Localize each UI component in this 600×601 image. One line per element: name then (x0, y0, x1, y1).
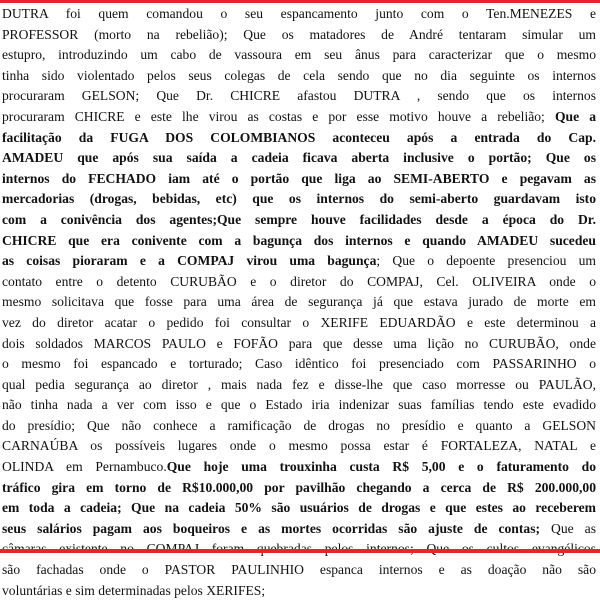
text-run: contato entre o detento CURUBÃO e o diretor do COMPAJ, Cel. OLIVEIRA onde o (2, 273, 596, 289)
text-line (2, 66, 596, 87)
bold-text-run: com a conivência dos agentes;Que sempre houve facilidades desde a época do Dr. (2, 211, 596, 227)
bold-text-run: internos do FECHADO iam até o portão que liga ao SEMI-ABERTO e pegavam as (2, 170, 596, 186)
bold-text-run: Que a (554, 108, 596, 124)
text-line (2, 25, 596, 46)
text-line (2, 478, 596, 499)
text-line (2, 189, 596, 210)
text-line (2, 375, 596, 396)
text-line (2, 128, 596, 149)
text-line (2, 272, 596, 293)
text-run: estupro, introduzindo um cabo de vassoura em seu ânus para caracterizar que o mesmo (2, 47, 596, 63)
bold-text-run: seus salários pagam aos boqueiros e as mortes ocorridas são ajuste de contas; (2, 520, 541, 536)
text-line (2, 498, 596, 519)
text-run: PROFESSOR (morto na rebelião); Que os matadores de André tentaram simular um (2, 26, 596, 42)
top-red-border (0, 0, 600, 3)
text-line (2, 560, 596, 581)
text-line (2, 169, 596, 190)
bold-text-run: tráfico gira em torno de R$10.000,00 por pavilhão chegando a cerca de R$ 200.000,00 (2, 479, 596, 495)
bold-text-run: CHICRE que era conivente com a bagunça dos internos e quando AMADEU sucedeu (2, 232, 596, 248)
text-run: CARNAÚBA os possíveis lugares onde o mesmo possa estar é FORTALEZA, NATAL e (2, 438, 596, 454)
text-run: procuraram GELSON; Que Dr. CHICRE afastou DUTRA , sendo que os internos (2, 88, 596, 104)
document-page (2, 4, 596, 601)
text-run: mesmo solicitava que fosse para uma área de segurança já que estava jurado de morte em (2, 294, 596, 310)
text-line (2, 416, 596, 437)
text-run: OLINDA em Pernambuco. (2, 459, 167, 475)
text-line (2, 45, 596, 66)
text-line (2, 231, 596, 252)
text-line (2, 395, 596, 416)
bold-text-run: AMADEU que após sua saída a cadeia ficava aberta inclusive o portão; Que os (2, 150, 596, 166)
text-line (2, 519, 596, 540)
text-line (2, 148, 596, 169)
text-run: DUTRA foi quem comandou o seu espancamento junto com o Ten.MENEZES e (2, 6, 596, 21)
text-run: dois soldados MARCOS PAULO e FOFÃO para que desse uma lição no CURUBÃO, onde (2, 335, 596, 351)
bold-text-run: Que hoje uma trouxinha custa R$ 5,00 e o faturamento do (166, 459, 596, 475)
bold-text-run: facilitação da FUGA DOS COLOMBIANOS aconteceu após a entrada do Cap. (2, 129, 596, 145)
bottom-red-border (0, 549, 600, 553)
text-line (2, 210, 596, 231)
text-run: qual pedia segurança ao diretor , mais nada fez e disse-lhe que caso morresse ou PAULÃO, (2, 376, 596, 392)
text-line (2, 436, 596, 457)
text-line (2, 86, 596, 107)
text-line (2, 292, 596, 313)
text-line (2, 313, 596, 334)
text-run: do presídio; Que não conhece a ramificação de drogas no presídio e quanto a GELSON (2, 417, 596, 433)
text-run: vez do diretor acatar o pedido foi consultar o XERIFE EDUARDÃO e este determinou a (2, 314, 596, 330)
text-run: o mesmo foi espancado e torturado; Caso idêntico foi presenciado com PASSARINHO o (2, 356, 596, 372)
text-run: procuraram CHICRE e este lhe virou as costas e por esse motivo houve a rebelião; (2, 108, 555, 124)
bold-text-run: em toda a cadeia; Que na cadeia 50% são usuários de drogas e que estes ao receberem (2, 500, 596, 516)
text-line (2, 581, 596, 601)
text-run: não tinha nada a ver com isso e que o Estado iria indenizar suas famílias tendo este evadido (2, 397, 596, 413)
text-line (2, 4, 596, 25)
text-run: tinha sido violentado pelos seus colegas de cela sendo que no dia seguinte os internos (2, 67, 596, 83)
text-run: são fachadas onde o PASTOR PAULINHIO espanca internos e as doação não são (2, 562, 596, 578)
text-run: voluntárias e sim determinadas pelos XERIFES; (2, 582, 266, 598)
bold-text-run: as coisas pioraram e a COMPAJ virou uma bagunça (2, 253, 377, 269)
text-line (2, 251, 596, 272)
text-line (2, 107, 596, 128)
text-line (2, 354, 596, 375)
bold-text-run: mercadorias (drogas, bebidas, etc) que os internos do semi-aberto guardavam isto (2, 191, 596, 207)
text-run: ; Que o depoente presenciou um (376, 253, 597, 269)
text-run: Que as (540, 520, 596, 536)
text-line (2, 457, 596, 478)
text-line (2, 334, 596, 355)
